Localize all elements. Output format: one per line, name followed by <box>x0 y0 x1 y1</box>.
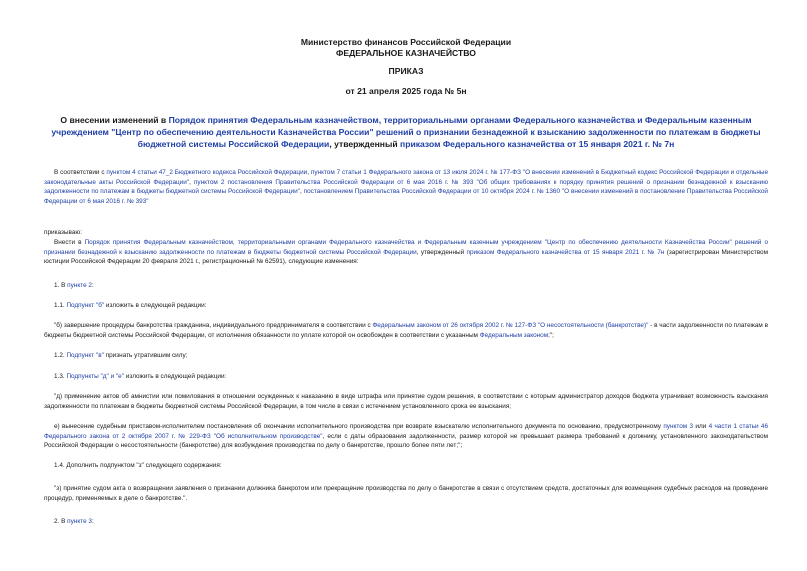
link-point-2[interactable]: пункте 2 <box>67 282 92 289</box>
title-link-order[interactable]: приказом Федерального казначейства от 15 января 2021 г. № 7н <box>400 139 675 149</box>
link-federal-law-229[interactable]: 4 части 1 статьи 46 Федерального закона от 2 октября 2007 г. № 229-ФЗ "Об исполнительном производстве" <box>44 423 768 440</box>
text: : <box>91 518 94 525</box>
link-subpoints-d-e[interactable]: Подпункты "д" и "е" <box>66 373 124 380</box>
text: - в части задолженности по платежам в бюджеты бюджетной системы Российской Федерации, от исполнения обязанности по уплате которой он освобожден в соответствии с указанным <box>44 322 768 339</box>
text: , если с даты образования задолженности, размер которой не превышает размера требований к должнику, установленного законодательством Российской Федерации о несостоятельности (банкротстве) для возбуждения производства по делу о банкротстве, прошло более пяти лет;"; <box>44 432 768 450</box>
document-title <box>44 114 768 150</box>
text: признать утратившим силу; <box>103 352 188 359</box>
link-procedure[interactable]: Порядок принятия Федеральным казначейством, территориальными органами Федерального казначейства и Федеральным казенным учреждением "Центр по обеспечению деятельности Казначейства России" решений о признании безнадежной к взысканию задолженности по платежам в бюджеты бюджетной системы Российской Федерации <box>44 239 768 256</box>
text: , <box>307 169 311 176</box>
text: 1. В <box>54 282 68 289</box>
intro-paragraph <box>44 238 768 267</box>
text: 1.1. <box>54 302 67 309</box>
quote-subpoint-e <box>44 422 768 451</box>
link-resolution-1360[interactable]: постановлением Правительства Российской Федерации от 10 октября 2024 г. № 1360 "О внесении изменений в постановление Правительства Российской Федерации от 6 мая 2016 г. № 393" <box>44 188 768 205</box>
preamble-paragraph <box>44 168 768 206</box>
orders-word: приказываю: <box>44 229 82 236</box>
title-link-procedure[interactable]: Порядок принятия Федеральным казначейством, территориальными органами Федерального казначейства и Федеральным казенным учреждением "Центр по обеспечению деятельности Казначейства России" решений о признании безнадежной к взысканию задолженности по платежам в бюджеты бюджетной системы Российской Федерации <box>51 115 761 149</box>
quote-subpoint-d: "д) применение актов об амнистии или помилования в отношении осужденных к наказанию в виде штрафа или принятие судом решения, в соответствии с которым администратор доходов бюджета утрачивает возможность взыскания задолженности по платежам в бюджеты бюджетной системы Российской Федерации, в том числе в связи с истечением установленного срока ее взыскания; <box>44 393 768 410</box>
text: изложить в следующей редакции: <box>124 373 227 380</box>
text: 2. В <box>54 518 68 525</box>
point-1-2 <box>44 351 768 361</box>
link-point-3[interactable]: пунктом 3 <box>663 423 694 430</box>
link-point-3-section[interactable]: пункте 3 <box>67 518 92 525</box>
point-1-4: 1.4. Дополнить подпунктом "з" следующего содержания: <box>54 462 222 469</box>
link-federal-law-177[interactable]: пунктом 7 статьи 1 Федерального закона от 13 июля 2024 г. № 177-ФЗ "О внесении изменений в Бюджетный кодекс Российской Федерации и отдельные законодательные акты Российской Федерации" <box>44 169 768 186</box>
link-budget-code[interactable]: пунктом 4 статьи 47_2 Бюджетного кодекса Российской Федерации <box>106 169 308 176</box>
link-subpoint-b[interactable]: Подпункт "б" <box>66 302 105 309</box>
text: , <box>189 178 194 186</box>
quote-subpoint-b <box>44 321 768 340</box>
link-federal-law[interactable]: Федеральным законом <box>479 331 549 339</box>
text: (зарегистрирован Министерством юстиции Российской Федерации 20 февраля 2021 г., регистрационный № 62591), следующие изменения: <box>44 248 768 266</box>
ministry-name: Министерство финансов Российской Федерации <box>300 37 512 47</box>
link-subpoint-v[interactable]: Подпункт "в" <box>66 352 104 359</box>
text: , <box>299 188 304 196</box>
text: , утвержденный <box>416 248 467 256</box>
document-header <box>44 37 768 59</box>
title-text: О внесении изменений в <box>60 115 169 125</box>
link-federal-law-127[interactable]: Федеральным законом от 26 октября 2002 г. № 127-ФЗ "О несостоятельности (банкротстве)" <box>372 322 649 329</box>
text: "б) завершение процедуры банкротства гражданина, индивидуального предпринимателя в соответствии с <box>54 322 373 329</box>
text: изложить в следующей редакции: <box>104 302 207 309</box>
text: : <box>91 282 94 289</box>
point-1-3 <box>44 372 768 382</box>
text: Внести в <box>54 239 85 246</box>
text: В соответствии с <box>54 169 107 176</box>
quote-subpoint-z: "з) принятие судом акта о возвращении заявления о признании должника банкротом или прекращение производства по делу о банкротстве в связи с отсутствием средств, достаточных для возмещения судебных расходов на проведение процедур, применяемых в деле о банкротстве.". <box>44 485 768 502</box>
text: 1.3. <box>54 373 67 380</box>
link-order-7n[interactable]: приказом Федерального казначейства от 15 января 2021 г. № 7н <box>466 248 665 256</box>
link-resolution-393[interactable]: пунктом 2 постановления Правительства Российской Федерации от 6 мая 2016 г. № 393 "Об общих требованиях к порядку принятия решений о признании безнадежной к взысканию задолженности по платежам в бюджеты бюджетной системы Российской Федерации" <box>44 178 768 196</box>
agency-name: ФЕДЕРАЛЬНОЕ КАЗНАЧЕЙСТВО <box>336 48 476 58</box>
point-2 <box>44 517 768 527</box>
point-1 <box>44 281 768 291</box>
document-date-number: от 21 апреля 2025 года № 5н <box>345 86 467 96</box>
document-type: ПРИКАЗ <box>388 66 424 76</box>
text: 1.2. <box>54 352 67 359</box>
text: или <box>693 423 709 430</box>
point-1-1 <box>44 301 768 311</box>
text: е) вынесение судебным приставом-исполнителем постановления об окончании исполнительного производства при возврате взыскателю исполнительного документа по основанию, предусмотренному <box>54 423 664 430</box>
title-text: , утвержденный <box>329 139 400 149</box>
text: ;"; <box>548 331 554 339</box>
